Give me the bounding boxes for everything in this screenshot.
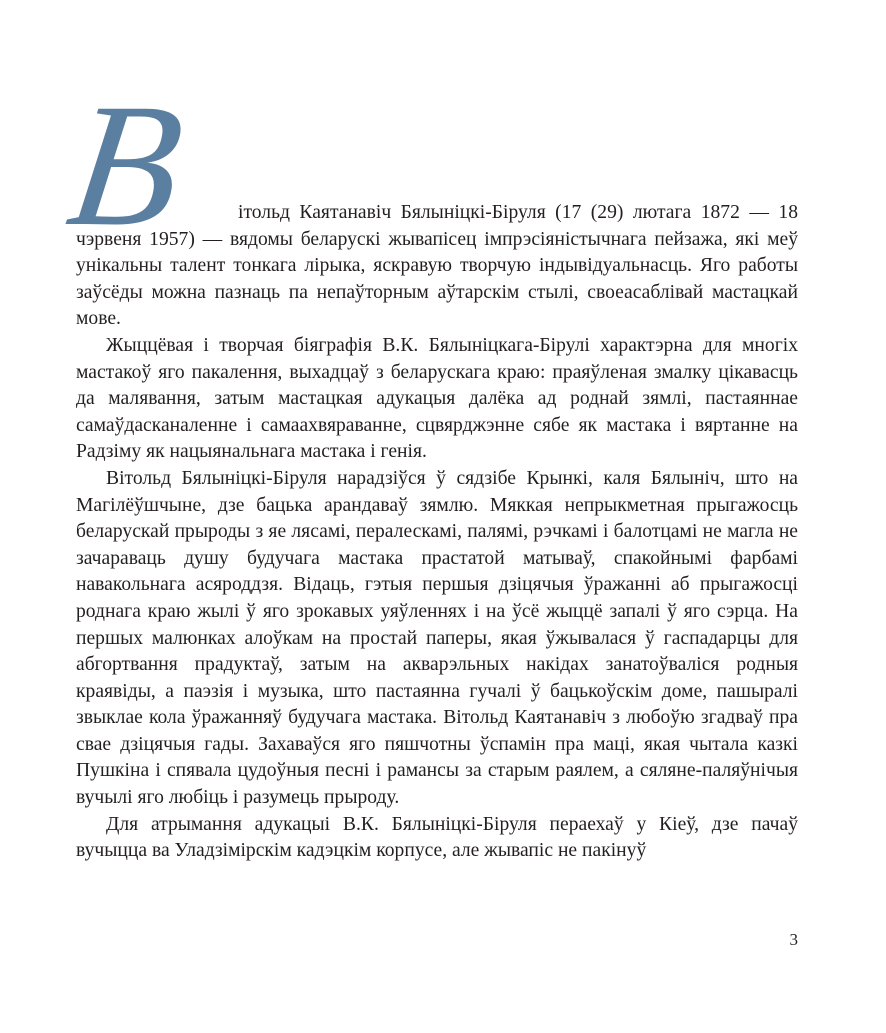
body-text: [76, 200, 798, 865]
paragraph-4: Для атрымання адукацыі В.К. Бялыніцкі-Біруля пераехаў у Кіеў, дзе пачаў вучыцца ва Уладзімірскім кадэцкім корпусе, але жывапіс не пакінуў: [76, 813, 798, 862]
paragraph-3: Вітольд Бялыніцкі-Біруля нарадзіўся ў сядзібе Крынкі, каля Бялыніч, што на Магілёўшчыне, дзе бацька арандаваў зямлю. Мяккая непрыкметная прыгажосць беларускай прыроды з яе лясамі, пералескамі, палямі, рэчкамі і балотцамі не магла не зачараваць душу будучага мастака прастатой матываў, спакойнымі фарбамі навакольнага асяроддзя. Відаць, гэтыя першыя дзіцячыя ўражанні аб прыгажосці роднага краю жылі ў яго зрокавых уяўленнях і на ўсё жыццё запалі ў яго сэрца. На першых малюнках алоўкам на простай паперы, якая ўжывалася ў гаспадарцы для абгортвання прадуктаў, затым на акварэльных накідах занатоўваліся родныя краявіды, а паэзія і музыка, што пастаянна гучалі ў бацькоўскім доме, пашыралі звыклае кола ўражанняў будучага мастака. Вітольд Каятанавіч з любоўю згадваў пра свае дзіцячыя гады. Захаваўся яго пяшчотны ўспамін пра маці, якая чытала казкі Пушкіна і спявала цудоўныя песні і рамансы за старым раялем, а сяляне-паляўнічыя вучылі яго любіць і разумець прыроду.: [76, 467, 798, 809]
paragraph-1: [76, 200, 798, 333]
drop-cap-letter: В: [58, 68, 194, 263]
page-number: 3: [789, 930, 798, 949]
paragraph-1-text: ітольд Каятанавіч Бялыніцкі-Біруля (17 (29) лютага 1872 — 18 чэрвеня 1957) — вядомы беларускі жывапісец імпрэсіяністычнага пейзажа, які меў унікальны талент тонкага лірыка, яскравую творчую індывідуальнасць. Яго работы заўсёды можна пазнаць па непаўторным аўтарскім стылі, своеасаблівай мастацкай мове.: [76, 202, 798, 330]
paragraph-2: Жыццёвая і творчая біяграфія В.К. Бялыніцкага-Бірулі характэрна для многіх мастакоў яго пакалення, выхадцаў з беларускага краю: праяўленая змалку цікавасць да малявання, затым мастацкая адукацыя далёка ад роднай зямлі, пастаяннае самаўдасканаленне і самаахвяраванне, сцвярджэнне сябе як мастака і вяртанне на Радзіму як нацыянальнага мастака і генія.: [76, 334, 798, 463]
